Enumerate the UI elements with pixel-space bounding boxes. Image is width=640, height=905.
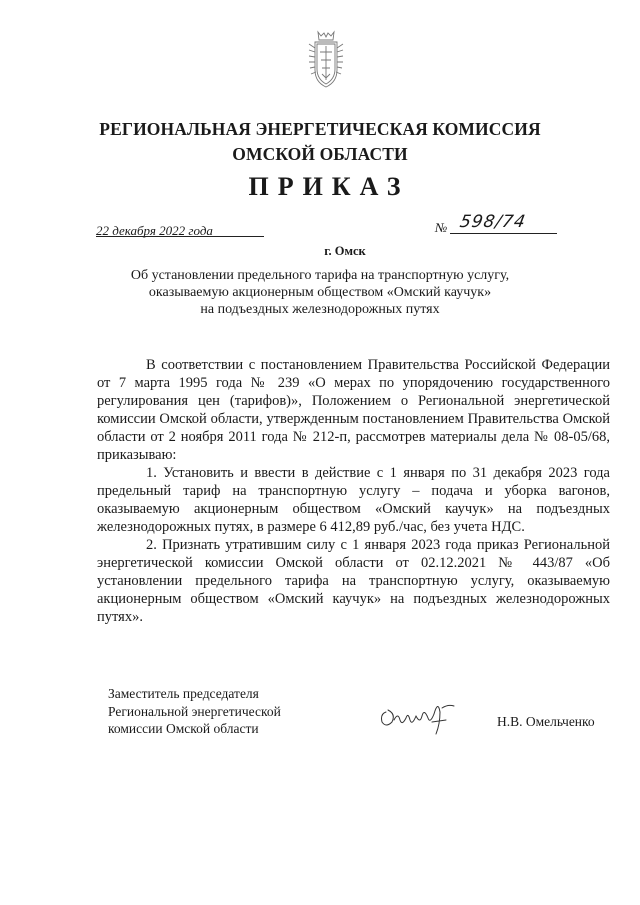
signatory-title (108, 685, 281, 738)
document-type-heading: ПРИКАЗ (248, 172, 410, 201)
preamble-paragraph: В соответствии с постановлением Правительства Российской Федерации от 7 марта 1995 года № 239 «О мерах по упорядочению государственного регулирования цен (тарифов)», Положением о Региональной энергетической комиссии Омской области, утвержденным постановлением Правительства Омской области от 2 ноября 2011 года № 212-п, рассмотрев материалы дела № 08-05/68, приказываю: (97, 357, 610, 463)
subject-line2: оказываемую акционерным обществом «Омский каучук» (148, 285, 492, 300)
coat-of-arms-icon (306, 30, 346, 90)
signatory-name: Н.В. Омельченко (497, 714, 595, 729)
order-body (97, 356, 610, 626)
signatory-title-line3: комиссии Омской области (108, 721, 259, 736)
order-number: 598/74 (458, 212, 528, 232)
number-sign: № (435, 220, 448, 235)
handwritten-signature (376, 694, 458, 738)
subject-line1: Об установлении предельного тарифа на транспортную услугу, (130, 268, 510, 283)
subject-line3: на подъездных железнодорожных путях (200, 302, 440, 317)
organization-title-line1: РЕГИОНАЛЬНАЯ ЭНЕРГЕТИЧЕСКАЯ КОМИССИЯ (99, 119, 541, 139)
order-item-1: 1. Установить и ввести в действие с 1 января по 31 декабря 2023 года предельный тариф на транспортную услугу – подача и уборка вагонов, оказываемую акционерным обществом «Омский каучук» на подъездных железнодорожных путях, в размере 6 412,89 руб./час, без учета НДС. (97, 465, 610, 535)
order-date: 22 декабря 2022 года (96, 223, 213, 238)
order-subject (0, 267, 640, 318)
signatory-title-line1: Заместитель председателя (108, 686, 259, 701)
order-item-2: 2. Признать утратившим силу с 1 января 2023 года приказ Региональной энергетической комиссии Омской области от 02.12.2021 № 443/87 «Об установлении предельного тарифа на транспортную услугу, оказываемую акционерным обществом «Омский каучук» на подъездных железнодорожных путях». (97, 537, 610, 625)
date-underline (96, 236, 264, 237)
organization-title-line2: ОМСКОЙ ОБЛАСТИ (232, 144, 408, 164)
signatory-title-line2: Региональной энергетической (108, 703, 281, 719)
city-label: г. Омск (324, 244, 366, 258)
number-underline (450, 233, 557, 234)
